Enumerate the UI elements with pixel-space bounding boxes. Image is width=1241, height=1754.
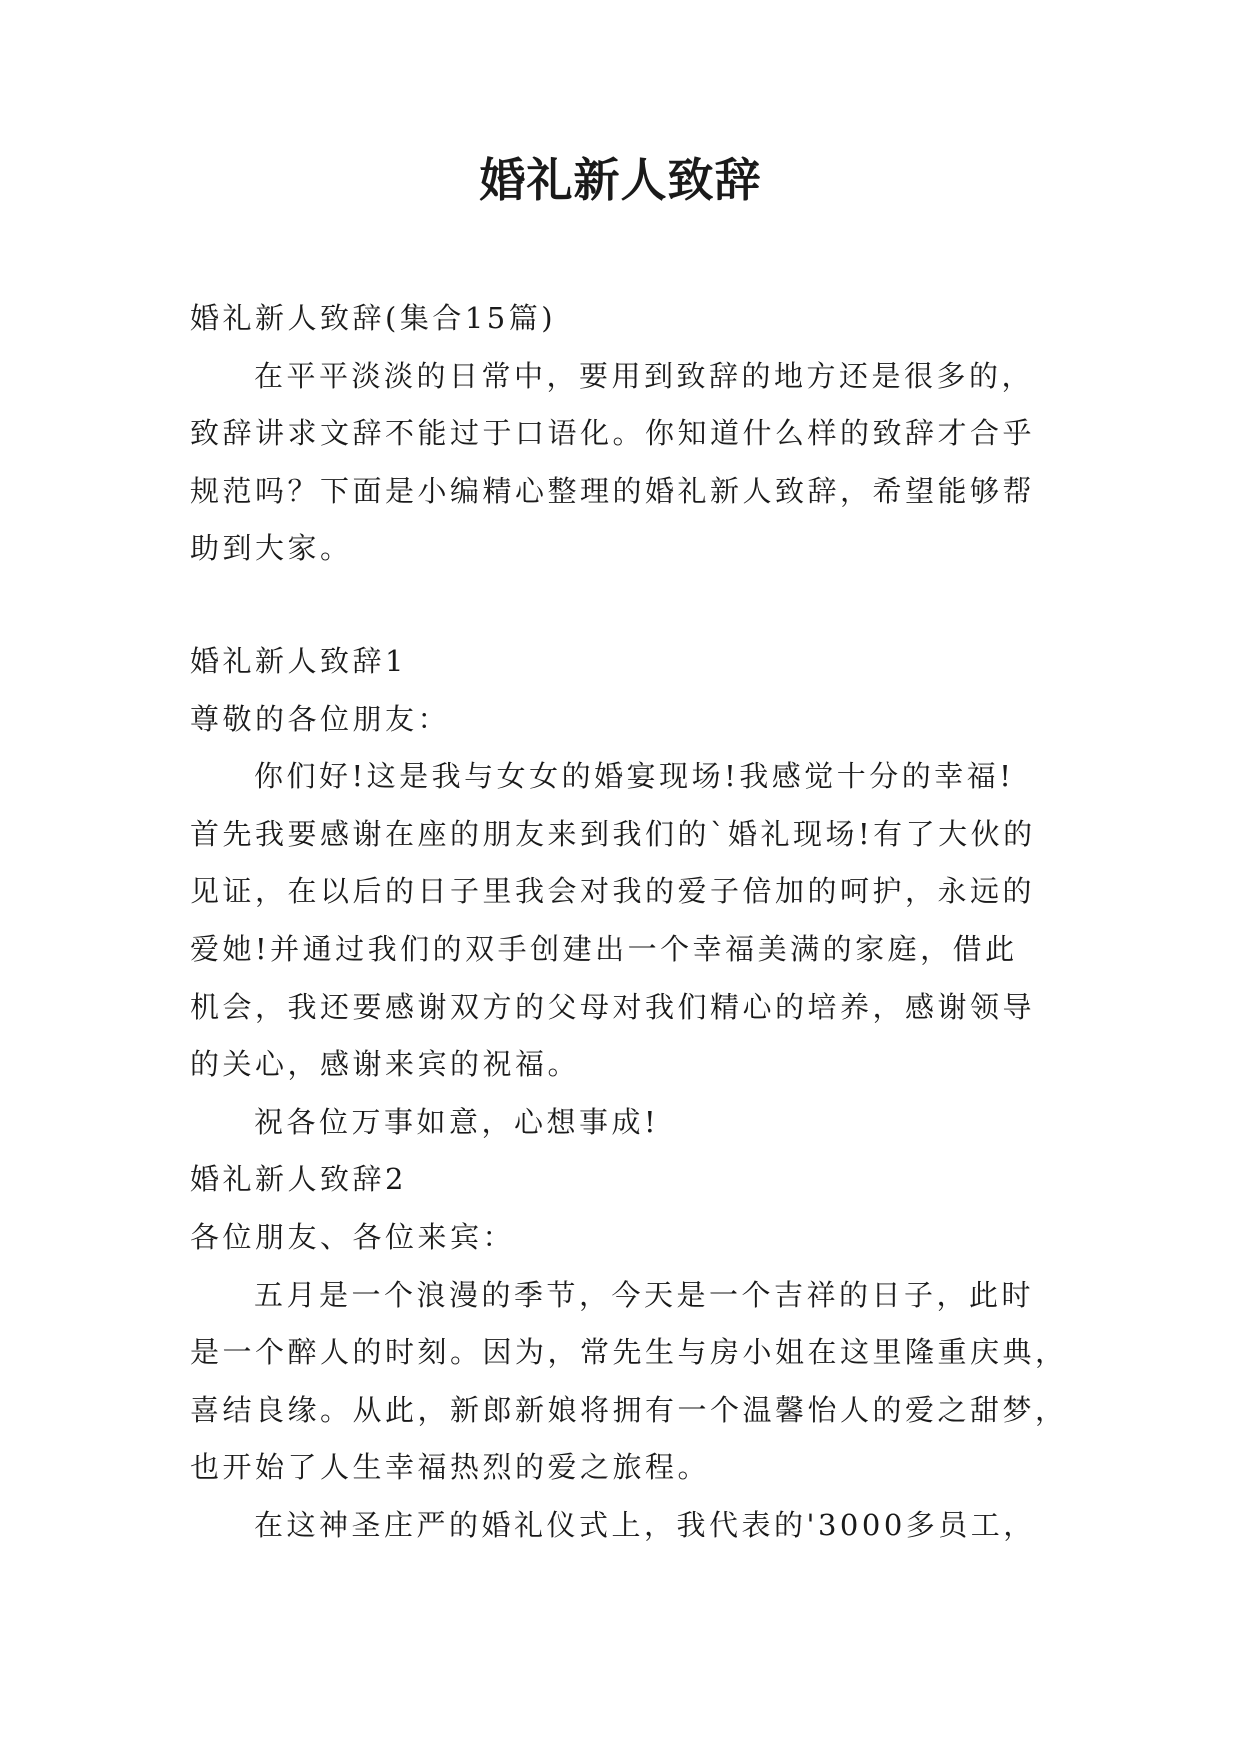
text-line: 爱她!并通过我们的双手创建出一个幸福美满的家庭，借此 <box>190 931 1018 966</box>
text-line: 首先我要感谢在座的朋友来到我们的`婚礼现场!有了大伙的 <box>190 816 1036 851</box>
text-line: 是一个醉人的时刻。因为，常先生与房小姐在这里隆重庆典， <box>190 1335 1068 1370</box>
document-subtitle: 婚礼新人致辞(集合15篇) <box>190 301 557 335</box>
text-line: 助到大家。 <box>190 531 353 566</box>
text-line: 在平平淡淡的日常中，要用到致辞的地方还是很多的， <box>254 358 1035 393</box>
text-line: 五月是一个浪漫的季节，今天是一个吉祥的日子，此时 <box>254 1277 1035 1312</box>
text-line: 喜结良缘。从此，新郎新娘将拥有一个温馨怡人的爱之甜梦， <box>190 1392 1068 1427</box>
text-line: 也开始了人生幸福热烈的爱之旅程。 <box>190 1450 711 1485</box>
section-heading: 婚礼新人致辞1 <box>190 643 407 678</box>
document-body <box>190 290 1070 1554</box>
intro-paragraph <box>190 348 1070 578</box>
salutation: 各位朋友、各位来宾： <box>190 1219 516 1254</box>
text-line: 规范吗？下面是小编精心整理的婚礼新人致辞，希望能够帮 <box>190 473 1036 508</box>
salutation: 尊敬的各位朋友： <box>190 701 451 736</box>
section-heading: 婚礼新人致辞2 <box>190 1162 407 1197</box>
body-paragraph <box>190 1267 1070 1497</box>
body-paragraph <box>190 748 1070 1094</box>
text-line: 致辞讲求文辞不能过于口语化。你知道什么样的致辞才合乎 <box>190 416 1036 451</box>
closing-line: 祝各位万事如意，心想事成! <box>254 1104 660 1139</box>
text-line: 的关心，感谢来宾的祝福。 <box>190 1047 581 1082</box>
text-line: 你们好!这是我与女女的婚宴现场!我感觉十分的幸福! <box>254 759 1015 794</box>
document-title: 婚礼新人致辞 <box>479 153 762 207</box>
text-line: 见证，在以后的日子里我会对我的爱子倍加的呵护，永远的 <box>190 874 1036 909</box>
text-line: 在这神圣庄严的婚礼仪式上，我代表的'3000多员工， <box>254 1507 1036 1542</box>
text-line: 机会，我还要感谢双方的父母对我们精心的培养，感谢领导 <box>190 989 1036 1024</box>
